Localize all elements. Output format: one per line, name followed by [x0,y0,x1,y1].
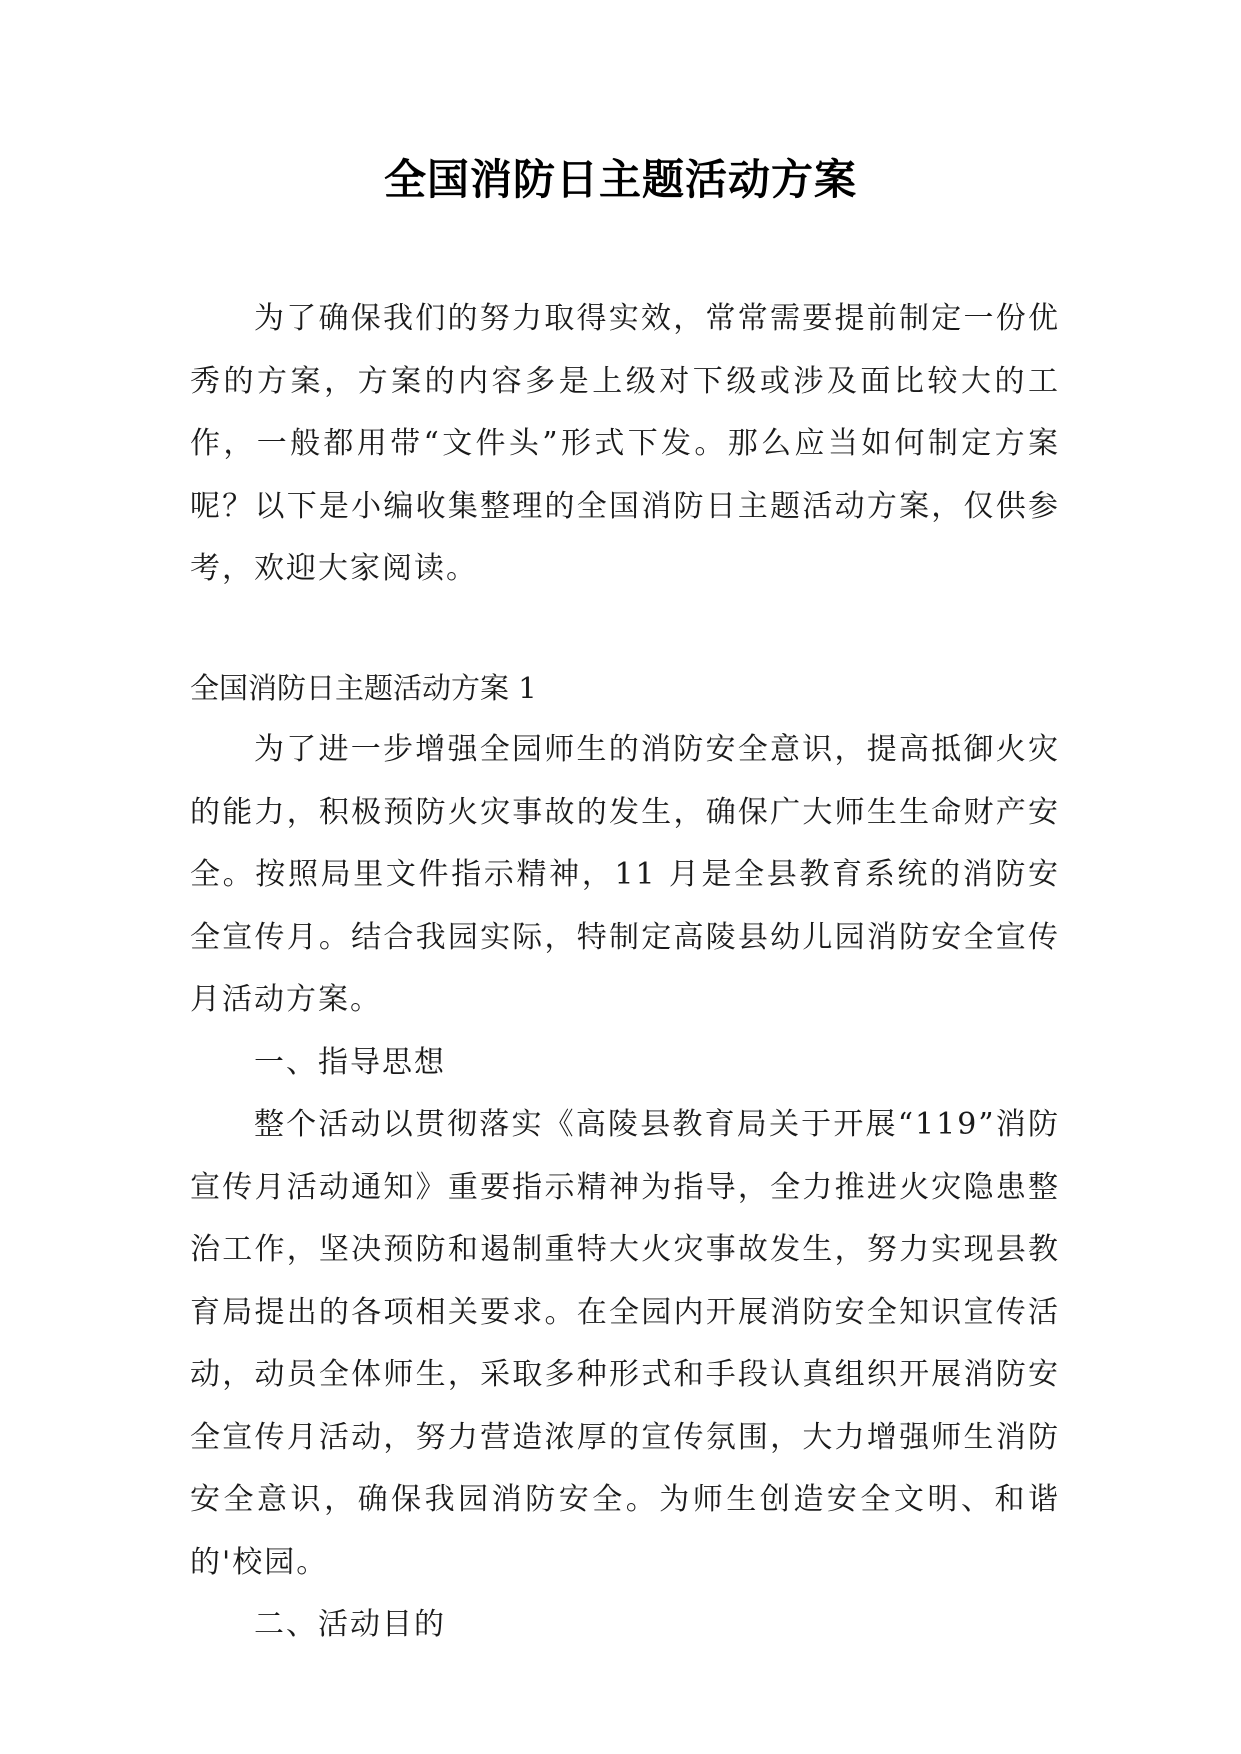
document-body [190,288,1060,1657]
body-paragraph-2: 整个活动以贯彻落实《高陵县教育局关于开展“119”消防宣传月活动通知》重要指示精神为指导，全力推进火灾隐患整治工作，坚决预防和遏制重特大火灾事故发生，努力实现县教育局提出的各项相关要求。在全园内开展消防安全知识宣传活动，动员全体师生，采取多种形式和手段认真组织开展消防安全宣传月活动，努力营造浓厚的宣传氛围，大力增强师生消防安全意识，确保我园消防安全。为师生创造安全文明、和谐的'校园。 [190,1107,1060,1580]
heading-activity-purpose: 二、活动目的 [254,1607,446,1642]
document-title: 全国消防日主题活动方案 [383,155,857,204]
heading-guiding-ideology: 一、指导思想 [254,1044,446,1080]
intro-paragraph: 为了确保我们的努力取得实效，常常需要提前制定一份优秀的方案，方案的内容多是上级对下级或涉及面比较大的工作，一般都用带“文件头”形式下发。那么应当如何制定方案呢？以下是小编收集整理的全国消防日主题活动方案，仅供参考，欢迎大家阅读。 [190,301,1060,586]
section-title: 全国消防日主题活动方案 1 [190,670,537,705]
body-paragraph-1: 为了进一步增强全园师生的消防安全意识，提高抵御火灾的能力，积极预防火灾事故的发生，确保广大师生生命财产安全。按照局里文件指示精神，11 月是全县教育系统的消防安全宣传月。结合我园实际，特制定高陵县幼儿园消防安全宣传月活动方案。 [190,732,1060,1017]
